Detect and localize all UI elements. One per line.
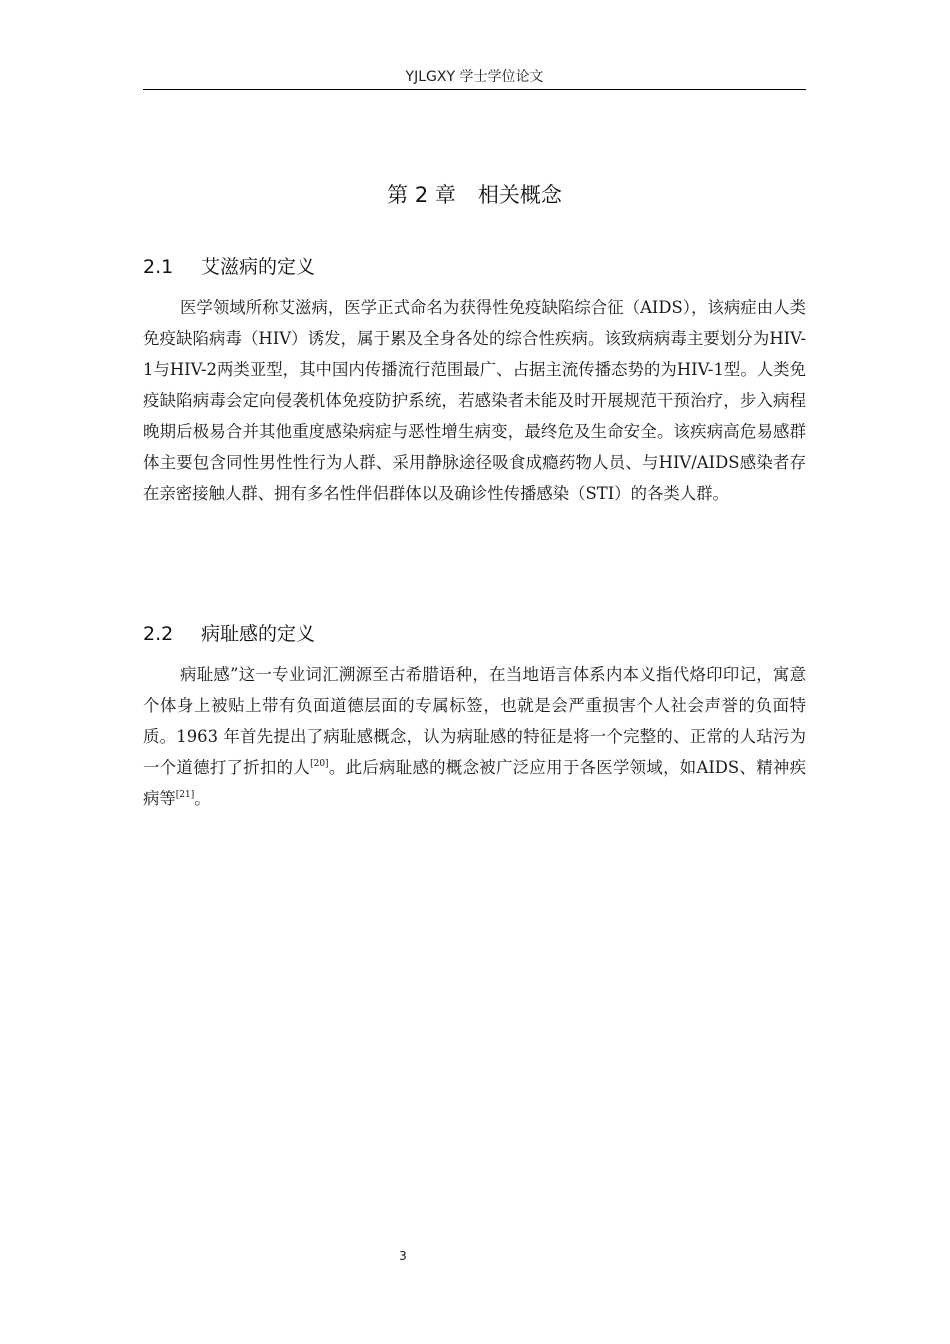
chapter-number: 第 2 章 xyxy=(387,183,456,207)
paragraph-stigma-definition xyxy=(143,659,806,814)
section-heading-2-1 xyxy=(143,254,806,280)
section-title: 艾滋病的定义 xyxy=(201,256,316,278)
section-heading-2-2 xyxy=(143,621,806,647)
section-title: 病耻感的定义 xyxy=(201,623,316,645)
paragraph-text: 。 xyxy=(194,789,211,808)
chapter-title xyxy=(143,180,806,210)
paragraph-text: 。此后病耻感的概念被广泛应用于各医学领域，如AIDS、精神疾病等 xyxy=(143,758,806,808)
page-number: 3 xyxy=(399,1249,407,1263)
chapter-name: 相关概念 xyxy=(477,183,562,207)
paragraph-aids-definition: 医学领域所称艾滋病，医学正式命名为获得性免疫缺陷综合征（AIDS），该病症由人类免疫缺陷病毒（HIV）诱发，属于累及全身各处的综合性疾病。该致病病毒主要划分为HIV-1与HIV-2两类亚型，其中国内传播流行范围最广、占据主流传播态势的为HIV-1型。人类免疫缺陷病毒会定向侵袭机体免疫防护系统，若感染者未能及时开展规范干预治疗，步入病程晚期后极易合并其他重度感染病症与恶性增生病变，最终危及生命安全。该疾病高危易感群体主要包含同性男性性行为人群、采用静脉途径吸食成瘾药物人员、与HIV/AIDS感染者存在亲密接触人群、拥有多名性伴侣群体以及确诊性传播感染（STI）的各类人群。 xyxy=(143,298,806,503)
header-rule xyxy=(143,89,806,90)
running-header: YJLGXY 学士学位论文 xyxy=(405,69,544,85)
paragraph-text: 病耻感”这一专业词汇溯源至古希腊语种，在当地语言体系内本义指代烙印印记，寓意个体身上被贴上带有负面道德层面的专属标签，也就是会严重损害个人社会声誉的负面特质。1963 年首先提出了病耻感概念，认为病耻感的特征是将一个完整的、正常的人玷污为一个道德打了折扣的人 xyxy=(143,665,806,777)
citation-20: [20] xyxy=(310,759,329,769)
section-number: 2.2 xyxy=(143,623,174,645)
citation-21: [21] xyxy=(175,790,195,800)
section-number: 2.1 xyxy=(143,256,174,278)
